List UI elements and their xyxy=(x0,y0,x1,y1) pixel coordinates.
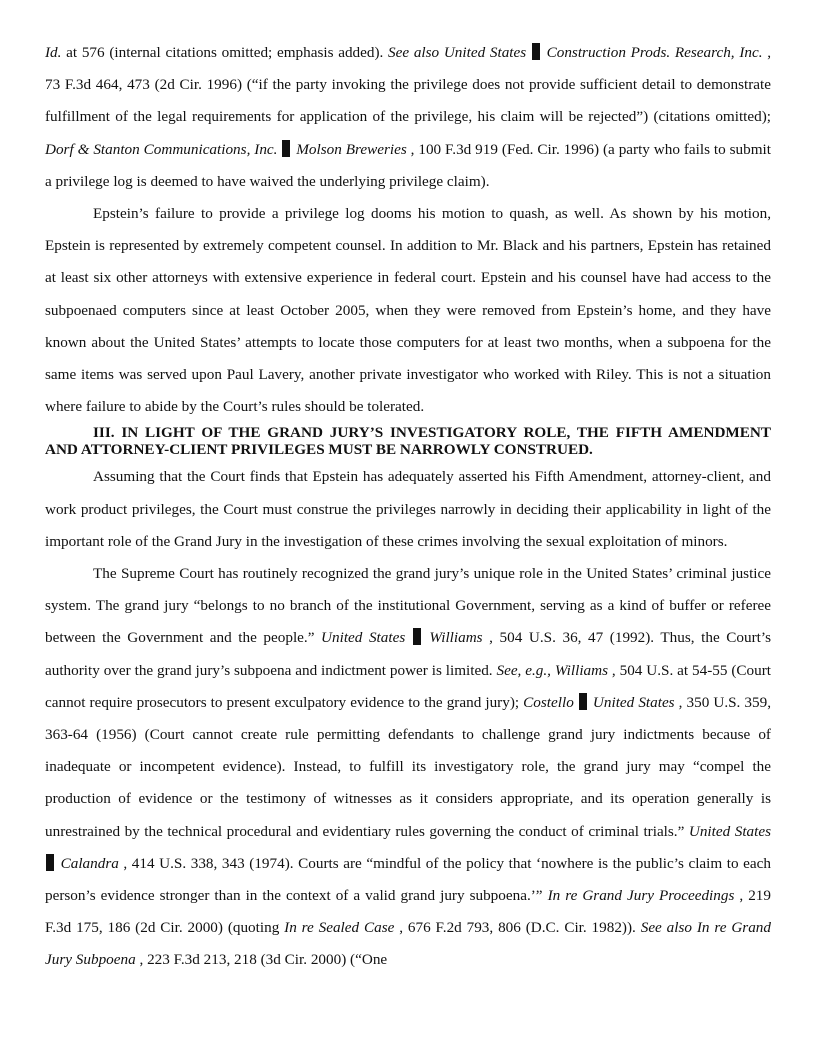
paragraph-privilege-log: Epstein’s failure to provide a privilege log dooms his motion to quash, as well. As shown by his motion, Epstein is represented by extremely competent counsel. In addition to Mr. Black and his partners, Epstein has retained at least six other attorneys with extensive experience in federal court. Epstein and his counsel have had access to the subpoenaed computers since at least October 2005, when they were removed from Epstein’s home, and they have known about the United States’ attempts to locate those computers for at least two months, when a subpoena for the same items was served upon Paul Lavery, another private investigator who worked with Riley. This is not a situation where failure to abide by the Court’s rules should be tolerated. xyxy=(45,205,771,416)
document-page xyxy=(45,37,771,977)
citation-id: Id. xyxy=(45,44,62,61)
redaction-block xyxy=(532,43,540,60)
paragraph-narrow-construction: Assuming that the Court finds that Epstein has adequately asserted his Fifth Amendment, attorney-client, and work product privileges, the Court must construe the privileges narrowly in deciding their applicability in light of the important role of the Grand Jury in the investigation of these crimes involving the sexual exploitation of minors. xyxy=(45,468,771,550)
section-heading: III. IN LIGHT OF THE GRAND JURY’S INVESTIGATORY ROLE, THE FIFTH AMENDMENT AND ATTORNEY-CLIENT PRIVILEGES MUST BE NARROWLY CONSTRUED. xyxy=(45,424,771,459)
redaction-block xyxy=(282,140,290,157)
paragraph-grand-jury-role: The Supreme Court has routinely recognized the grand jury’s unique role in the United States’ criminal justice system. The grand jury “belongs to no branch of the institutional Government, serving as a kind of buffer or referee between the Government and the people.” United States Williams , 504 U.S. 36, 47 (1992). Thus, the Court’s authority over the grand jury’s subpoena and indictment power is limited. See, e.g., Williams , 504 U.S. at 54-55 (Court cannot require prosecutors to present exculpatory evidence to the grand jury); Costello United States , 350 U.S. 359, 363-64 (1956) (Court cannot create rule permitting defendants to challenge grand jury indictments because of inadequate or incompetent evidence). Instead, to fulfill its investigatory role, the grand jury may “compel the production of evidence or the testimony of witnesses as it considers appropriate, and its operation generally is unrestrained by the technical procedural and evidentiary rules governing the conduct of criminal trials.” United States Calandra , 414 U.S. 338, 343 (1974). Courts are “mindful of the policy that ‘nowhere is the public’s claim to each person’s evidence stronger than in the context of a valid grand jury subpoena.’” In re Grand Jury Proceedings , 219 F.3d 175, 186 (2d Cir. 2000) (quoting In re Sealed Case , 676 F.2d 793, 806 (D.C. Cir. 1982)). See also In re Grand Jury Subpoena , 223 F.3d 213, 218 (3d Cir. 2000) (“One xyxy=(45,565,772,969)
redaction-block xyxy=(413,628,421,645)
redaction-block xyxy=(579,693,587,710)
redaction-block xyxy=(46,854,54,871)
paragraph-citations: Id. at 576 (internal citations omitted; emphasis added). See also United States Construction Prods. Research, Inc. , 73 F.3d 464, 473 (2d Cir. 1996) (“if the party invoking the privilege does not provide sufficient detail to demonstrate fulfillment of the legal requirements for application of the privilege, his claim will be rejected”) (citations omitted); Dorf & Stanton Communications, Inc. Molson Breweries , 100 F.3d 919 (Fed. Cir. 1996) (a party who fails to submit a privilege log is deemed to have waived the underlying privilege claim). xyxy=(45,44,772,190)
